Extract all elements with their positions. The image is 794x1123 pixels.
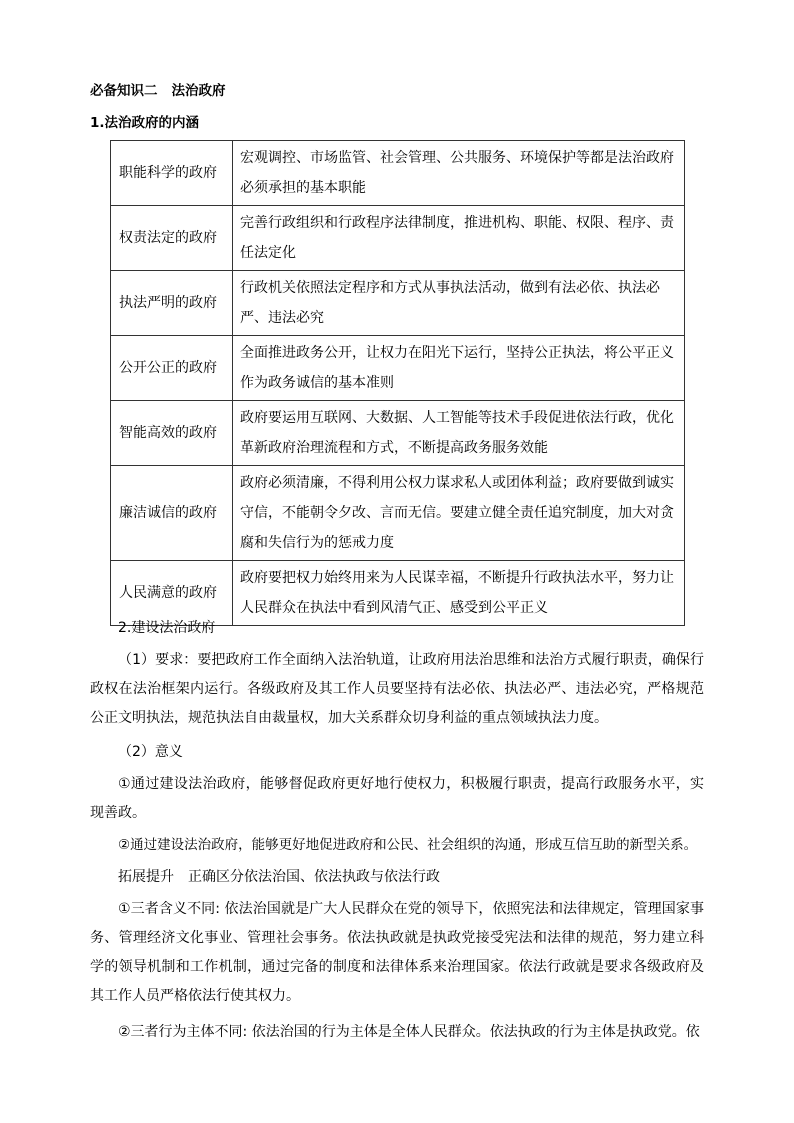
table-desc-cell: 政府必须清廉，不得利用公权力谋求私人或团体利益；政府要做到诚实守信，不能朝令夕改、言而无信。要建立健全责任追究制度，加大对贪腐和失信行为的惩戒力度 bbox=[233, 466, 685, 561]
subsection-1-title: 1.法治政府的内涵 bbox=[90, 115, 200, 131]
significance-title: （2）意义 bbox=[118, 744, 183, 760]
table-term-cell: 廉洁诚信的政府 bbox=[111, 466, 233, 561]
table-term-cell: 人民满意的政府 bbox=[111, 561, 233, 626]
table-row bbox=[111, 401, 685, 466]
table-desc-cell: 完善行政组织和行政程序法律制度，推进机构、职能、权限、程序、责任法定化 bbox=[233, 206, 685, 271]
table-desc-cell: 政府要运用互联网、大数据、人工智能等技术手段促进依法行政，优化革新政府治理流程和方式，不断提高政务服务效能 bbox=[233, 401, 685, 466]
table-term-cell: 公开公正的政府 bbox=[111, 336, 233, 401]
significance-paragraph-1: ①通过建设法治政府，能够督促政府更好地行使权力，积极履行职责，提高行政服务水平，实现善政。 bbox=[90, 776, 704, 821]
table-row bbox=[111, 141, 685, 206]
table-term-cell: 权责法定的政府 bbox=[111, 206, 233, 271]
connotation-table bbox=[110, 140, 685, 626]
table-row bbox=[111, 466, 685, 561]
extension-paragraph-2: ②三者行为主体不同: 依法治国的行为主体是全体人民群众。依法执政的行为主体是执政党。依 bbox=[118, 1024, 700, 1040]
table-term-cell: 智能高效的政府 bbox=[111, 401, 233, 466]
table-row bbox=[111, 336, 685, 401]
table-term-cell: 执法严明的政府 bbox=[111, 271, 233, 336]
section-label: 必备知识二 bbox=[90, 83, 158, 99]
requirement-paragraph: （1）要求：要把政府工作全面纳入法治轨道，让政府用法治思维和法治方式履行职责，确保行政权在法治框架内运行。各级政府及其工作人员要坚持有法必依、执法必严、违法必究，严格规范公正文明执法，规范执法自由裁量权，加大关系群众切身利益的重点领域执法力度。 bbox=[90, 652, 704, 726]
table-row bbox=[111, 271, 685, 336]
table-term-cell: 职能科学的政府 bbox=[111, 141, 233, 206]
table-desc-cell: 行政机关依照法定程序和方式从事执法活动，做到有法必依、执法必严、违法必究 bbox=[233, 271, 685, 336]
subsection-2-title: 2.建设法治政府 bbox=[118, 620, 216, 636]
extension-title: 拓展提升 正确区分依法治国、依法执政与依法行政 bbox=[118, 869, 440, 885]
section-topic: 法治政府 bbox=[171, 83, 226, 99]
table-row bbox=[111, 206, 685, 271]
table-desc-cell: 宏观调控、市场监管、社会管理、公共服务、环境保护等都是法治政府必须承担的基本职能 bbox=[233, 141, 685, 206]
section-heading bbox=[90, 82, 226, 100]
extension-paragraph-1: ①三者含义不同: 依法治国就是广大人民群众在党的领导下，依照宪法和法律规定，管理国家事务、管理经济文化事业、管理社会事务。依法执政就是执政党接受宪法和法律的规范，努力建立科学的领导机制和工作机制，通过完备的制度和法律体系来治理国家。依法行政就是要求各级政府及其工作人员严格依法行使其权力。 bbox=[90, 901, 704, 1004]
table-desc-cell: 政府要把权力始终用来为人民谋幸福，不断提升行政执法水平，努力让人民群众在执法中看到风清气正、感受到公平正义 bbox=[233, 561, 685, 626]
significance-paragraph-2: ②通过建设法治政府，能够更好地促进政府和公民、社会组织的沟通，形成互信互助的新型关系。 bbox=[118, 837, 698, 853]
table-desc-cell: 全面推进政务公开，让权力在阳光下运行，坚持公正执法，将公平正义作为政务诚信的基本准则 bbox=[233, 336, 685, 401]
